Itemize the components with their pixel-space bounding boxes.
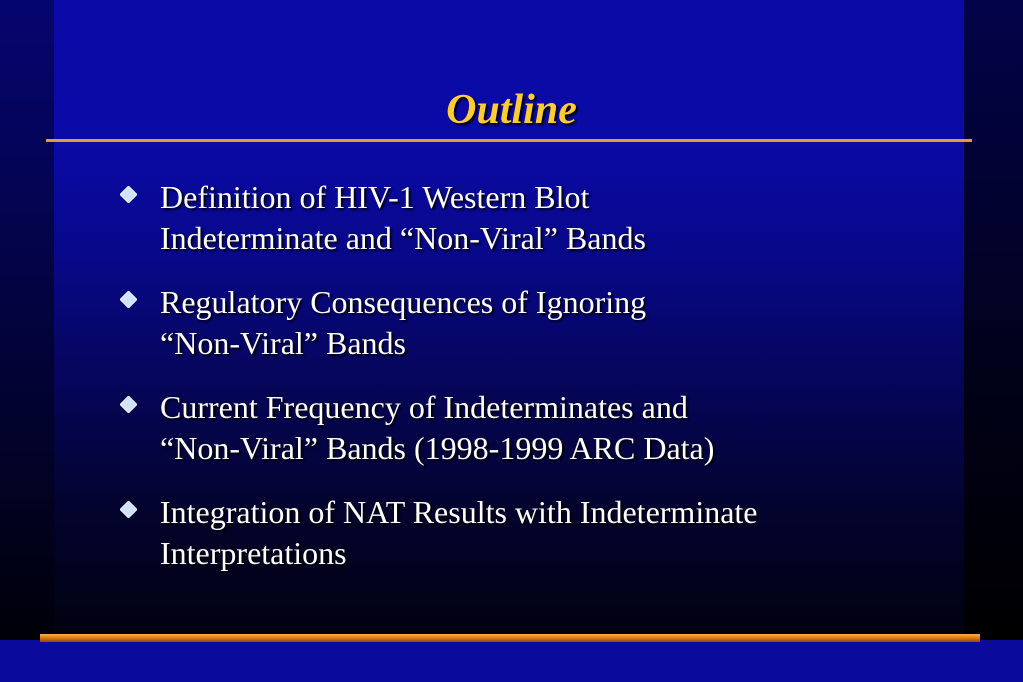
bullet-line: Interpretations bbox=[160, 535, 347, 571]
bullet-line: Regulatory Consequences of Ignoring bbox=[160, 284, 647, 320]
bullet-item bbox=[114, 387, 934, 469]
bullet-item bbox=[114, 177, 934, 259]
bullet-line: Indeterminate and “Non-Viral” Bands bbox=[160, 220, 646, 256]
bullet-line: Current Frequency of Indeterminates and bbox=[160, 389, 688, 425]
bottom-divider bbox=[40, 634, 980, 642]
diamond-icon bbox=[120, 501, 137, 518]
bullet-text bbox=[160, 282, 934, 364]
diamond-icon bbox=[120, 291, 137, 308]
bullet-line: Definition of HIV-1 Western Blot bbox=[160, 179, 590, 215]
bullet-text bbox=[160, 387, 934, 469]
bullet-item bbox=[114, 282, 934, 364]
bullet-line: Integration of NAT Results with Indeterminate bbox=[160, 494, 758, 530]
diamond-icon bbox=[120, 396, 137, 413]
bullet-text bbox=[160, 492, 934, 574]
diamond-icon bbox=[120, 186, 137, 203]
bullet-text bbox=[160, 177, 934, 259]
bullet-line: “Non-Viral” Bands (1998-1999 ARC Data) bbox=[160, 430, 715, 466]
bullet-list bbox=[114, 177, 934, 597]
bullet-line: “Non-Viral” Bands bbox=[160, 325, 406, 361]
bullet-item bbox=[114, 492, 934, 574]
slide-title: Outline bbox=[446, 87, 577, 133]
title-divider bbox=[46, 139, 972, 142]
